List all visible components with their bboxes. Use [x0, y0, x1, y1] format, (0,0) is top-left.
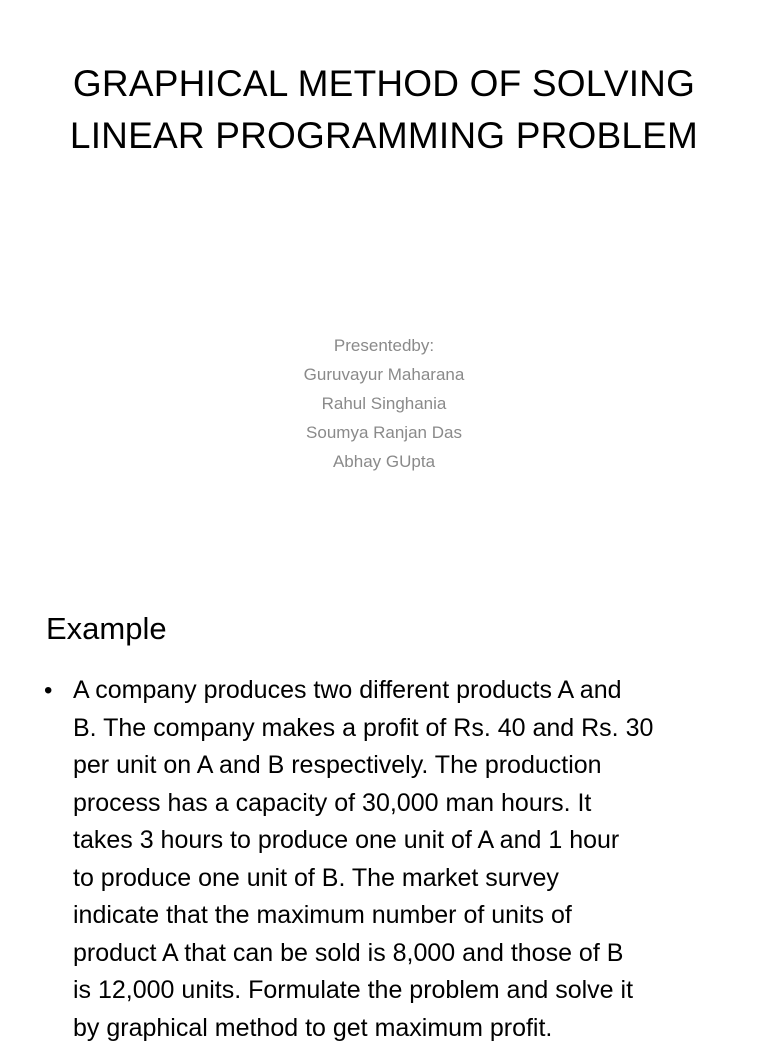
bullet-line: to produce one unit of B. The market survey	[73, 860, 653, 898]
bullet-line: per unit on A and B respectively. The production	[73, 747, 653, 785]
bullet-icon: •	[44, 672, 52, 710]
bullet-line: is 12,000 units. Formulate the problem and solve it	[73, 972, 653, 1010]
title-line-1: GRAPHICAL METHOD OF SOLVING	[40, 58, 728, 110]
presenter-name: Rahul Singhania	[184, 389, 584, 418]
bullet-line: product A that can be sold is 8,000 and those of B	[73, 935, 653, 973]
slide-title	[40, 58, 728, 162]
example-slide	[0, 576, 768, 1024]
bullet-line: process has a capacity of 30,000 man hours. It	[73, 785, 653, 823]
presenter-name: Soumya Ranjan Das	[184, 418, 584, 447]
presenters-block	[184, 331, 584, 476]
presenter-name: Guruvayur Maharana	[184, 360, 584, 389]
bullet-line: by graphical method to get maximum profit.	[73, 1010, 653, 1047]
bullet-text	[73, 672, 653, 1047]
bullet-line: indicate that the maximum number of units of	[73, 897, 653, 935]
presenter-name: Abhay GUpta	[184, 447, 584, 476]
bullet-line: A company produces two different products A and	[73, 672, 653, 710]
slide-heading: Example	[46, 609, 167, 649]
bullet-line: B. The company makes a profit of Rs. 40 and Rs. 30	[73, 710, 653, 748]
presented-by-label: Presentedby:	[184, 331, 584, 360]
title-line-2: LINEAR PROGRAMMING PROBLEM	[40, 110, 728, 162]
bullet-line: takes 3 hours to produce one unit of A and 1 hour	[73, 822, 653, 860]
